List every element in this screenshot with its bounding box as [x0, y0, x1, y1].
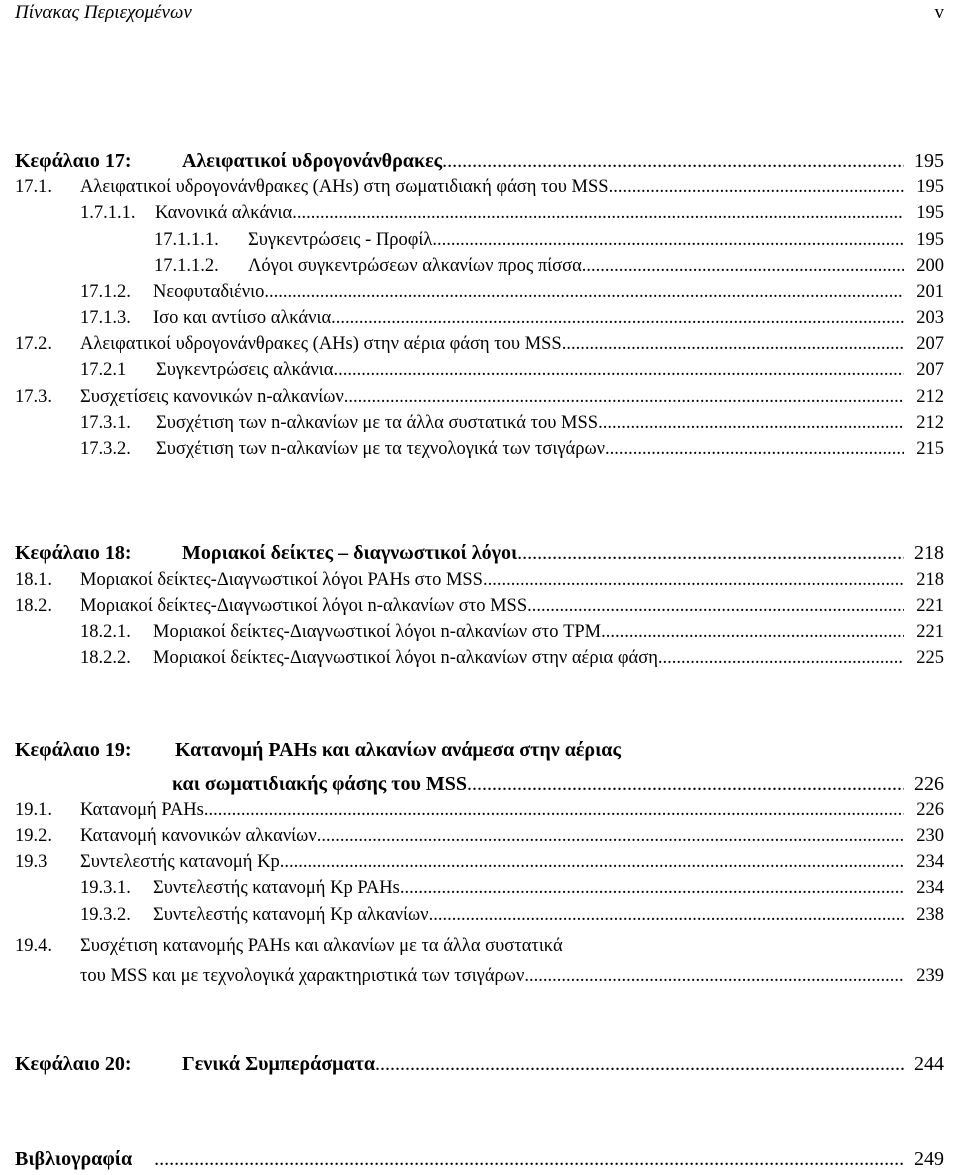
toc-entry[interactable]: [0, 384, 960, 410]
entry-number: Κεφάλαιο 17:: [15, 150, 132, 172]
entry-page: 234: [916, 878, 944, 898]
entry-title: Κατανομή κανονικών αλκανίων: [80, 826, 317, 846]
entry-page: 195: [914, 150, 944, 172]
toc-entry[interactable]: [0, 567, 960, 593]
entry-title: Αλειφατικοί υδρογονάνθρακες: [182, 150, 443, 172]
toc-entry-chapter-18[interactable]: [0, 540, 960, 566]
toc-entry[interactable]: [0, 357, 960, 383]
entry-page: 234: [916, 852, 944, 872]
entry-page: 249: [914, 1148, 944, 1170]
entry-page: 218: [916, 570, 944, 590]
entry-title: Βιβλιογραφία: [15, 1148, 133, 1170]
toc-entry-chapter-19-cont[interactable]: [0, 771, 960, 797]
toc-entry-chapter-17[interactable]: [0, 148, 960, 174]
entry-number: 19.1.: [15, 800, 52, 820]
entry-number: 18.2.: [15, 596, 52, 616]
toc-entry[interactable]: [0, 593, 960, 619]
entry-page: 221: [916, 596, 944, 616]
entry-number: 18.1.: [15, 570, 52, 590]
toc-entry[interactable]: [0, 410, 960, 436]
entry-title: Μοριακοί δείκτες-Διαγνωστικοί λόγοι PAHs στο MSS: [80, 570, 483, 590]
entry-title: Μοριακοί δείκτες-Διαγνωστικοί λόγοι n-αλκανίων στο MSS: [80, 596, 528, 616]
entry-title: Συσχέτιση κατανομής PAHs και αλκανίων με τα άλλα συστατικά: [80, 936, 563, 956]
toc-entry[interactable]: [0, 436, 960, 462]
entry-number: 1.7.1.1.: [80, 203, 136, 223]
toc-entry[interactable]: [0, 279, 960, 305]
entry-title: Κατανομή PAHs και αλκανίων ανάμεσα στην αέριας: [175, 739, 621, 761]
running-header-page: v: [934, 2, 944, 23]
entry-number: 19.4.: [15, 936, 52, 956]
toc-entry-chapter-20[interactable]: [0, 1051, 960, 1077]
entry-number: 17.1.: [15, 177, 52, 197]
toc-entry-chapter-19[interactable]: [0, 737, 960, 763]
entry-page: 195: [916, 230, 944, 250]
entry-title: Συντελεστής κατανομή Kp: [80, 852, 280, 872]
entry-page: 212: [916, 413, 944, 433]
entry-title: Συντελεστής κατανομή Kp PAHs: [153, 878, 400, 898]
entry-page: 215: [916, 439, 944, 459]
entry-page: 212: [916, 387, 944, 407]
entry-number: 19.3: [15, 852, 48, 872]
entry-page: 225: [916, 648, 944, 668]
entry-number: 17.3.: [15, 387, 52, 407]
entry-number: 19.2.: [15, 826, 52, 846]
toc-entry-bibliography[interactable]: [0, 1146, 960, 1172]
entry-page: 203: [916, 308, 944, 328]
entry-title: Συσχέτιση των n-αλκανίων με τα τεχνολογικά των τσιγάρων: [156, 439, 606, 459]
entry-title: Κατανομή PAHs: [80, 800, 204, 820]
entry-number: 19.3.1.: [80, 878, 131, 898]
entry-title: Κανονικά αλκάνια: [155, 203, 293, 223]
toc-entry-cont[interactable]: [0, 963, 960, 989]
entry-number: 17.2.1: [80, 360, 127, 380]
entry-title: Συγκεντρώσεις αλκάνια: [156, 360, 334, 380]
entry-number: Κεφάλαιο 20:: [15, 1053, 132, 1075]
entry-page: 195: [916, 203, 944, 223]
entry-title: Συγκεντρώσεις - Προφίλ: [248, 230, 433, 250]
entry-title: Ισο και αντίισο αλκάνια: [153, 308, 332, 328]
toc-entry[interactable]: [0, 174, 960, 200]
toc-entry[interactable]: [0, 305, 960, 331]
toc-entry[interactable]: [0, 645, 960, 671]
entry-page: 218: [914, 542, 944, 564]
entry-number: 17.3.2.: [80, 439, 131, 459]
entry-page: 226: [916, 800, 944, 820]
toc-entry[interactable]: [0, 200, 960, 226]
entry-page: 207: [916, 360, 944, 380]
entry-title: Συντελεστής κατανομή Kp αλκανίων: [153, 905, 429, 925]
entry-number: 17.1.3.: [80, 308, 131, 328]
toc-entry[interactable]: [0, 933, 960, 959]
toc-entry[interactable]: [0, 823, 960, 849]
entry-number: 17.2.: [15, 334, 52, 354]
toc-entry[interactable]: [0, 253, 960, 279]
toc-entry[interactable]: [0, 797, 960, 823]
entry-page: 226: [914, 773, 944, 795]
entry-page: 238: [916, 905, 944, 925]
entry-title: Συσχετίσεις κανονικών n-αλκανίων: [80, 387, 344, 407]
entry-title: και σωματιδιακής φάσης του MSS: [172, 773, 467, 795]
entry-page: 230: [916, 826, 944, 846]
entry-title: Μοριακοί δείκτες-Διαγνωστικοί λόγοι n-αλκανίων στην αέρια φάση: [153, 648, 658, 668]
entry-number: 17.1.1.1.: [154, 230, 219, 250]
entry-page: 244: [914, 1053, 944, 1075]
entry-page: 207: [916, 334, 944, 354]
entry-number: Κεφάλαιο 19:: [15, 739, 132, 761]
entry-number: 18.2.1.: [80, 622, 131, 642]
entry-number: 19.3.2.: [80, 905, 131, 925]
entry-title: Μοριακοί δείκτες-Διαγνωστικοί λόγοι n-αλκανίων στο TPM: [153, 622, 602, 642]
entry-title: Συσχέτιση των n-αλκανίων με τα άλλα συστατικά του MSS: [156, 413, 599, 433]
entry-number: 18.2.2.: [80, 648, 131, 668]
entry-title: Μοριακοί δείκτες – διαγνωστικοί λόγοι: [182, 542, 518, 564]
entry-number: 17.1.1.2.: [154, 256, 219, 276]
toc-entry[interactable]: [0, 331, 960, 357]
entry-title: Αλειφατικοί υδρογονάνθρακες (AHs) στη σωματιδιακή φάση του MSS: [80, 177, 609, 197]
entry-page: 221: [916, 622, 944, 642]
entry-title: Νεοφυταδιένιο: [153, 282, 265, 302]
entry-title: Αλειφατικοί υδρογονάνθρακες (AHs) στην αέρια φάση του MSS: [80, 334, 562, 354]
toc-entry[interactable]: [0, 875, 960, 901]
running-header-title: Πίνακας Περιεχομένων: [15, 2, 192, 23]
toc-entry[interactable]: [0, 619, 960, 645]
entry-page: 239: [916, 966, 944, 986]
entry-number: 17.1.2.: [80, 282, 131, 302]
entry-page: 200: [916, 256, 944, 276]
entry-title: Λόγοι συγκεντρώσεων αλκανίων προς πίσσα: [248, 256, 582, 276]
entry-page: 201: [916, 282, 944, 302]
toc-entry[interactable]: [0, 227, 960, 253]
toc-entry[interactable]: [0, 849, 960, 875]
entry-number: Κεφάλαιο 18:: [15, 542, 132, 564]
entry-page: 195: [916, 177, 944, 197]
entry-title: του MSS και με τεχνολογικά χαρακτηριστικά των τσιγάρων: [80, 966, 525, 986]
toc-entry[interactable]: [0, 902, 960, 928]
entry-title: Γενικά Συμπεράσματα: [182, 1053, 376, 1075]
entry-number: 17.3.1.: [80, 413, 131, 433]
